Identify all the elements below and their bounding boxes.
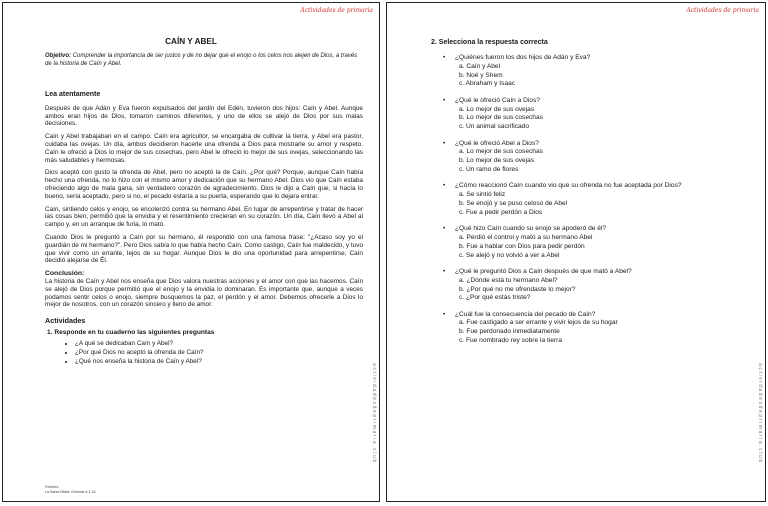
story-paragraph: Cuando Dios le preguntó a Caín por su hermano, él respondió con una famosa frase: "¿Acaso soy yo el guardián de mi hermano?". Pero Dios sabía lo que había hecho Caín. Como castigo, Caín fue maldecido, y tuvo que vivir como un errante, lejos de su hogar. Aunque Dios le dio una oportunidad para arrepentirse, Caín decidió alejarse de Él. [45, 233, 363, 265]
question-block [431, 54, 751, 89]
answer-option[interactable]: c. ¿Por qué estás triste? [459, 294, 531, 302]
list-item: • ¿A qué se dedicaban Caín y Abel? [75, 339, 363, 348]
question-block [431, 140, 751, 175]
activities-heading: Actividades [45, 316, 86, 326]
question-text: • ¿Qué le ofreció Caín a Dios? [431, 97, 751, 106]
answer-option[interactable]: a. Se sintió feliz [459, 191, 506, 199]
question-text: • ¿Cómo reaccionó Caín cuando vio que su ofrenda no fue aceptada por Dios? [431, 182, 751, 191]
answer-option[interactable]: a. ¿Dónde está tu hermano Abel? [459, 276, 558, 284]
worksheet-page-right [386, 2, 766, 502]
sources-label: Fuentes: [45, 485, 59, 489]
reading-section [45, 91, 363, 366]
answer-option[interactable]: b. Fue a hablar con Dios para pedir perdón [459, 242, 585, 250]
question-1-title: 1. Responde en tu cuaderno las siguientes preguntas [47, 328, 215, 336]
question-block [431, 268, 751, 303]
worksheet-page-left [2, 2, 380, 502]
page-title: CAÍN Y ABEL [165, 37, 217, 46]
story-paragraph: Dios aceptó con gusto la ofrenda de Abel, pero no aceptó la de Caín. ¿Por qué? Porque, aunque Caín había hecho una ofrenda, no lo hizo con el mismo amor y dedicación que su hermano Abel. Dios vio que Caín estaba ofreciendo algo de mala gana, sin verdadero corazón de agradecimiento. Dios le dijo a Caín que, si hacía lo bueno, sería aceptado, pero si no, el pecado estaría a su puerta, esperando que lo dejara entrar. [45, 169, 363, 200]
side-url: actividadesdeprimaria.club [757, 363, 763, 464]
answer-option[interactable]: a. Lo mejor de sus ovejas [459, 105, 535, 113]
answer-option[interactable]: b. Se enojó y se puso celoso de Abel [459, 199, 568, 207]
story-paragraph: Después de que Adán y Eva fueron expulsados del jardín del Edén, tuvieron dos hijos: Caín y Abel. Aunque ambos eran hijos de Dios, tomaron caminos diferentes, y uno de ellos se alejó de Dios por sus malas decisiones. [45, 104, 363, 128]
answer-option[interactable]: c. Se alejó y no volvió a ver a Abel [459, 251, 560, 259]
answer-option[interactable]: c. Abraham y Isaac [459, 80, 516, 88]
story-paragraph: Caín, sintiendo celos y enojo, se encolerizó contra su hermano Abel. En lugar de arrepentirse y tratar de hacer las cosas bien, permitió que la envidia y el resentimiento crecieran en su corazón. Un día, Caín llevó a Abel al campo y, en un arranque de furia, lo mató. [45, 205, 363, 229]
conclusion-text: La historia de Caín y Abel nos enseña que Dios valora nuestras acciones y el amor con que las hacemos. Caín se alejó de Dios porque permitió que el enojo y la envidia lo dominaran. Es importante que, aunque a veces podamos sentir celos o enojo, siempre busquemos la paz, el perdón y el amor. Debemos ofrecerle a Dios lo mejor de nosotros, con un corazón sincero y lleno de amor. [45, 277, 363, 309]
conclusion-heading: Conclusión: [45, 270, 85, 278]
answer-option[interactable]: c. Un ramo de flores [459, 165, 519, 173]
question-block [431, 311, 751, 346]
objective-text: Comprender la importancia de ser justos y de no dejar que el enojo o los celos nos alejen de Dios, a través de la historia de Caín y Abel. [45, 53, 358, 67]
question-text: • ¿Qué hizo Caín cuando su enojo se apoderó de él? [431, 225, 751, 234]
story-paragraph: Caín y Abel trabajaban en el campo. Caín era agricultor, se encargaba de cultivar la tierra, y Abel era pastor, cuidaba las ovejas. Un día, ambos decidieron hacerle una ofrenda a Dios para mostrarle su amor y respeto. Caín le ofreció a Dios lo mejor de sus cosechas, pero Abel le ofreció lo mejor de sus ovejas, seleccionando las más saludables y hermosas. [45, 133, 363, 164]
list-item: • ¿Qué nos enseña la historia de Caín y Abel? [75, 357, 363, 366]
multiple-choice-section [431, 39, 751, 353]
question-text: • ¿Qué le ofreció Abel a Dios? [431, 140, 751, 149]
question-block [431, 225, 751, 260]
question-block [431, 97, 751, 132]
answer-option[interactable]: a. Lo mejor de sus cosechas [459, 148, 543, 156]
sources [45, 485, 96, 494]
question-text: • ¿Cuál fue la consecuencia del pecado de Caín? [431, 311, 751, 320]
objective-label: Objetivo: [45, 53, 72, 59]
answer-option[interactable]: c. Fue a pedir perdón a Dios [459, 208, 543, 216]
answer-option[interactable]: b. Lo mejor de sus cosechas [459, 114, 543, 122]
list-item: • ¿Por qué Dios no aceptó la ofrenda de Caín? [75, 348, 363, 357]
question-block [431, 182, 751, 217]
brand-logo: Actividades de primaria [300, 7, 373, 14]
answer-option[interactable]: b. Lo mejor de sus ovejas [459, 157, 535, 165]
objective [45, 53, 363, 69]
answer-option[interactable]: b. Noé y Shem [459, 71, 503, 79]
question-1-list [45, 339, 363, 366]
answer-option[interactable]: b. Fue perdonado inmediatamente [459, 328, 560, 336]
answer-option[interactable]: c. Fue nombrado rey sobre la tierra [459, 337, 562, 345]
answer-option[interactable]: a. Caín y Abel [459, 62, 501, 70]
question-2-title: 2. Selecciona la respuesta correcta [431, 39, 548, 46]
question-text: • ¿Quiénes fueron los dos hijos de Adán y Eva? [431, 54, 751, 63]
answer-option[interactable]: b. ¿Por qué no me ofrendaste lo mejor? [459, 285, 576, 293]
answer-option[interactable]: a. Perdió el control y mató a su hermano Abel [459, 233, 593, 241]
reading-heading: Lea atentamente [45, 91, 101, 98]
answer-option[interactable]: c. Un animal sacrificado [459, 123, 529, 131]
sources-text: La Santa Biblia: Génesis 4:1-16 [45, 489, 96, 494]
brand-logo: Actividades de primaria [686, 7, 759, 14]
answer-option[interactable]: a. Fue castigado a ser errante y vivir lejos de su hogar [459, 319, 618, 327]
question-text: • ¿Qué le preguntó Dios a Caín después de que mató a Abel? [431, 268, 751, 277]
side-url: actividadesdeprimaria.club [371, 363, 377, 464]
